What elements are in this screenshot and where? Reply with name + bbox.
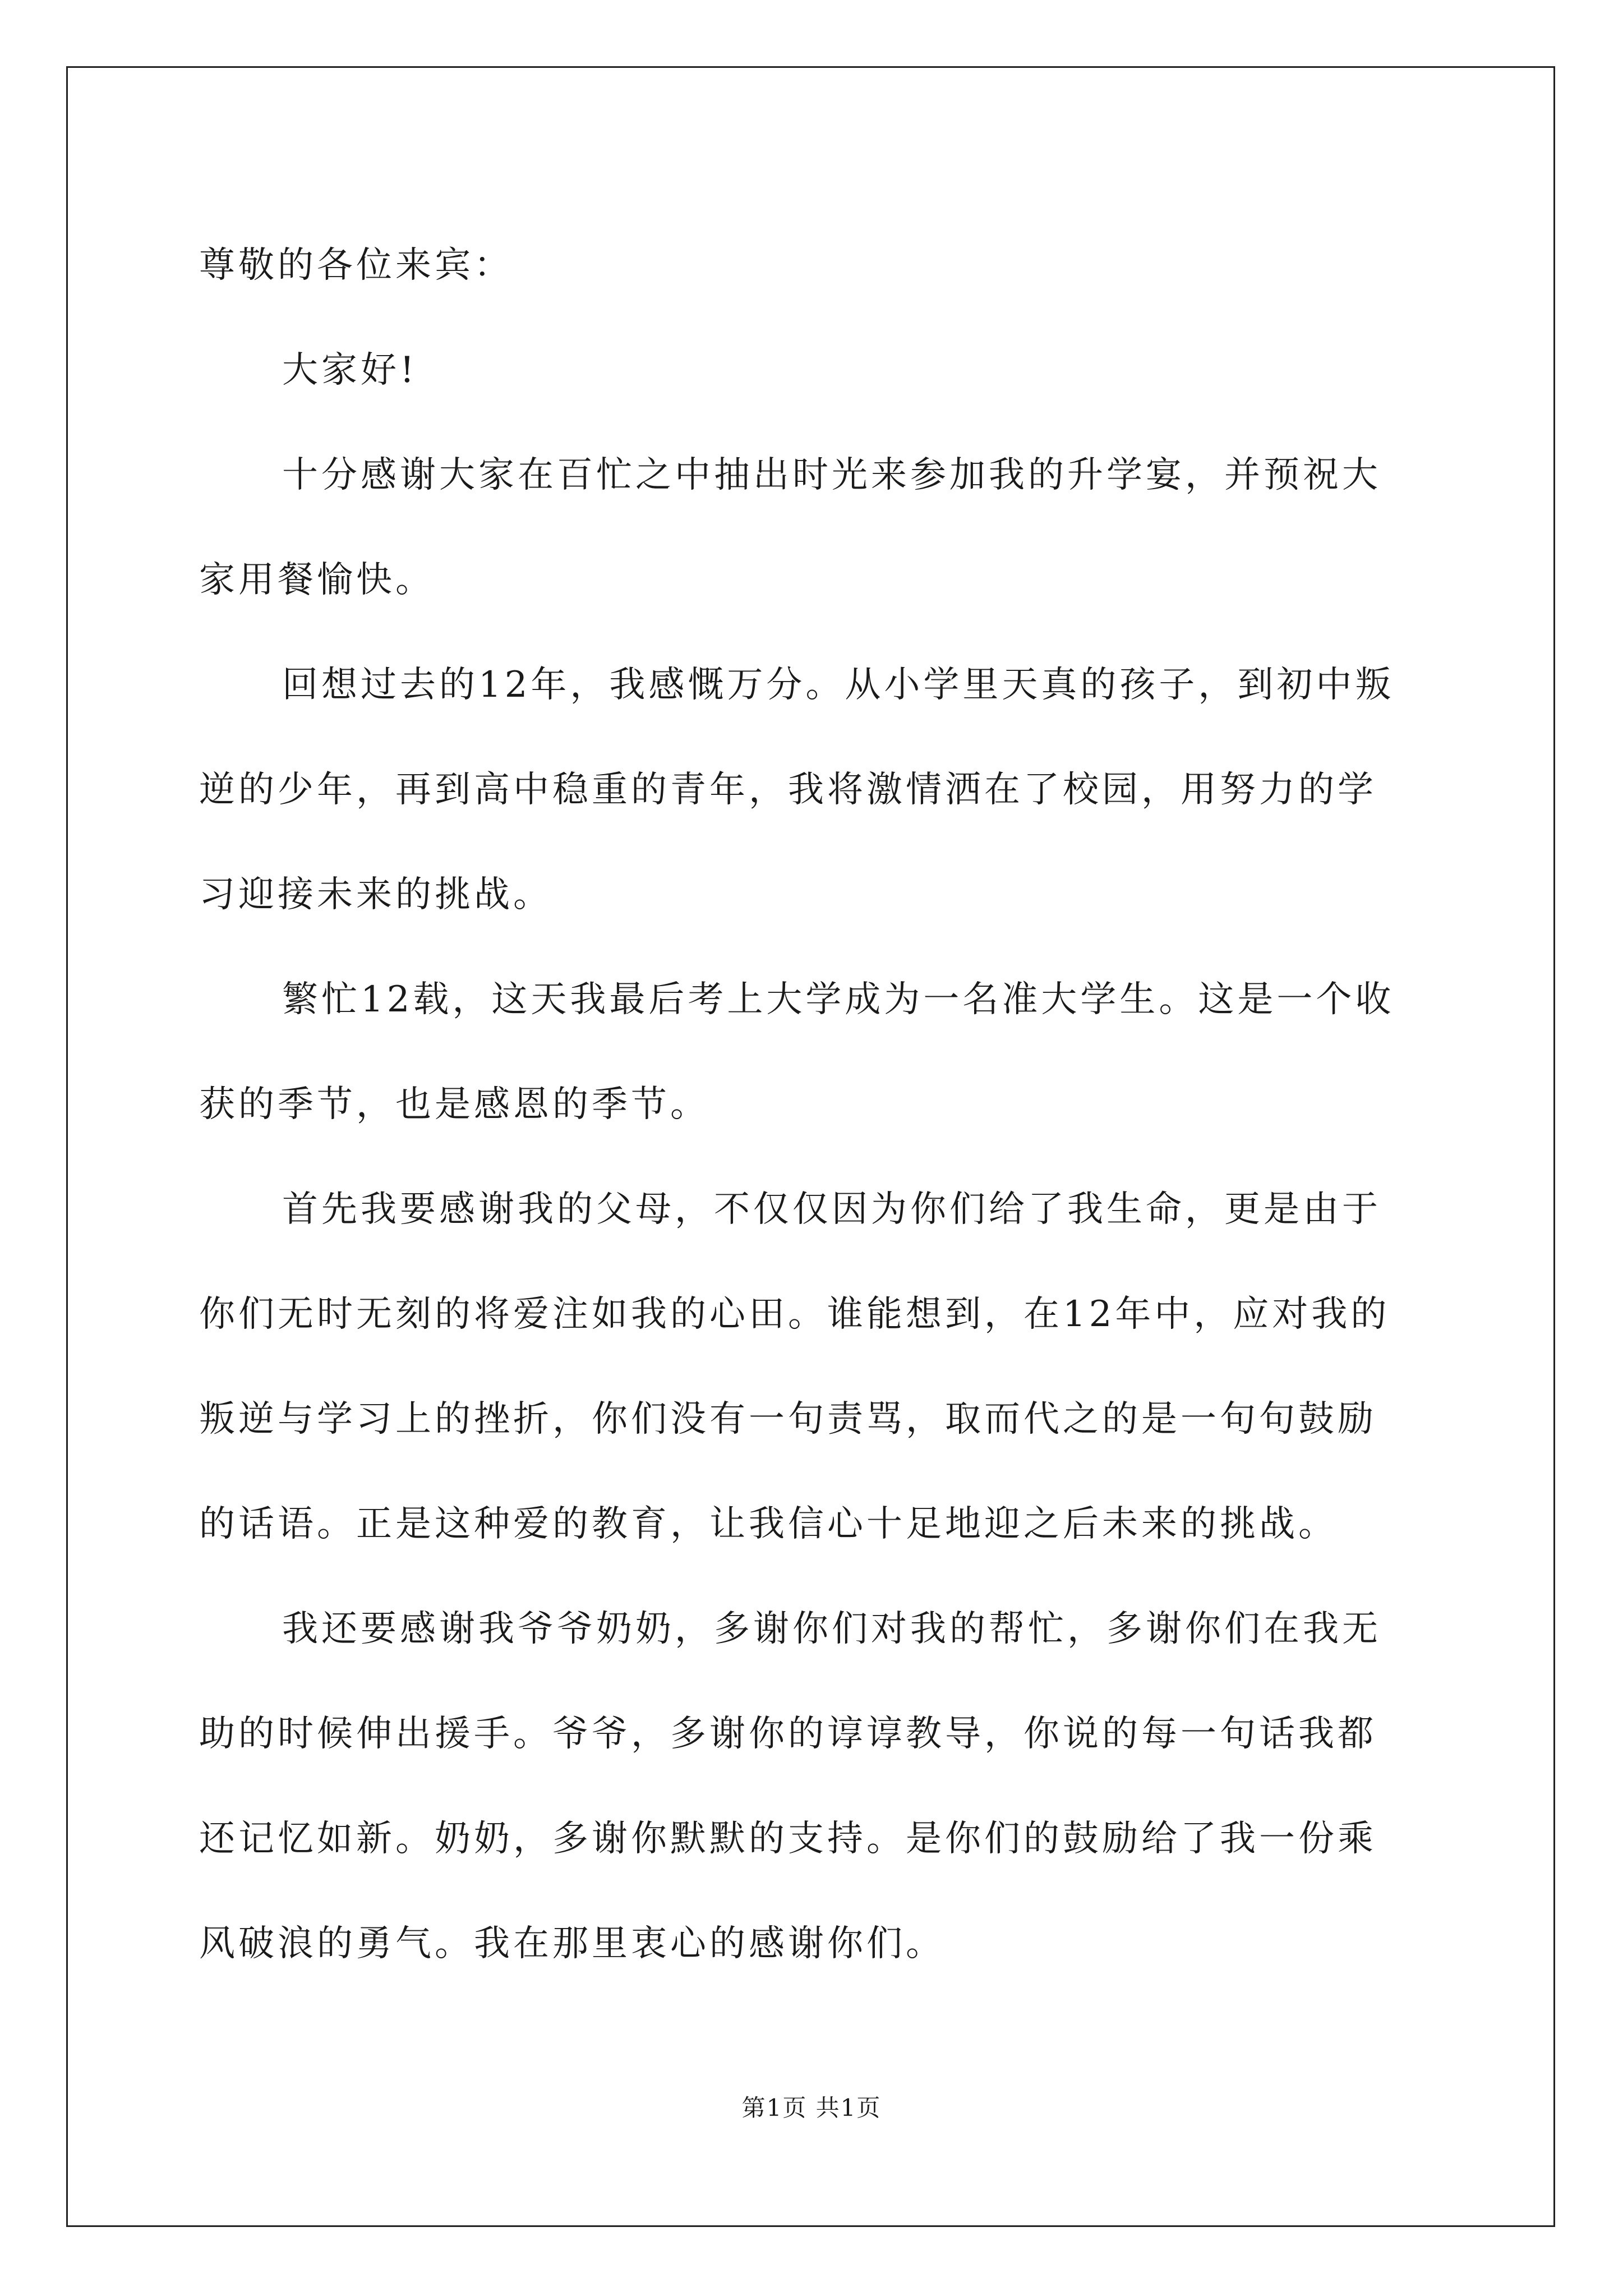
paragraph-line: 首先我要感谢我的父母，不仅仅因为你们给了我生命，更是由于 [282,1189,1381,1230]
page-footer: 第1页 共1页 [741,2094,882,2122]
paragraph-line: 繁忙12载，这天我最后考上大学成为一名准大学生。这是一个收 [282,979,1395,1020]
paragraph-line: 助的时候伸出援手。爷爷，多谢你的谆谆教导，你说的每一句话我都 [199,1713,1377,1755]
paragraph-line: 逆的少年，再到高中稳重的青年，我将激情洒在了校园，用努力的学 [199,769,1377,811]
paragraph-line: 叛逆与学习上的挫折，你们没有一句责骂，取而代之的是一句句鼓励 [199,1398,1377,1440]
paragraph-line: 你们无时无刻的将爱注如我的心田。谁能想到，在12年中，应对我的 [199,1294,1390,1335]
paragraph-line: 还记忆如新。奶奶，多谢你默默的支持。是你们的鼓励给了我一份乘 [199,1818,1377,1860]
salutation: 尊敬的各位来宾： [199,245,513,286]
paragraph-line: 家用餐愉快。 [199,559,435,601]
paragraph-line: 习迎接未来的挑战。 [199,874,552,915]
paragraph-line: 的话语。正是这种爱的教育，让我信心十足地迎之后未来的挑战。 [199,1503,1338,1545]
paragraph-line: 风破浪的勇气。我在那里衷心的感谢你们。 [199,1923,945,1964]
paragraph-line: 回想过去的12年，我感慨万分。从小学里天真的孩子，到初中叛 [282,664,1395,706]
paragraph-line: 我还要感谢我爷爷奶奶，多谢你们对我的帮忙，多谢你们在我无 [282,1608,1381,1650]
paragraph-line: 十分感谢大家在百忙之中抽出时光来参加我的升学宴，并预祝大 [282,454,1381,496]
document-body [199,213,1430,1996]
greeting: 大家好! [282,349,418,391]
paragraph-line: 获的季节，也是感恩的季节。 [199,1084,709,1125]
